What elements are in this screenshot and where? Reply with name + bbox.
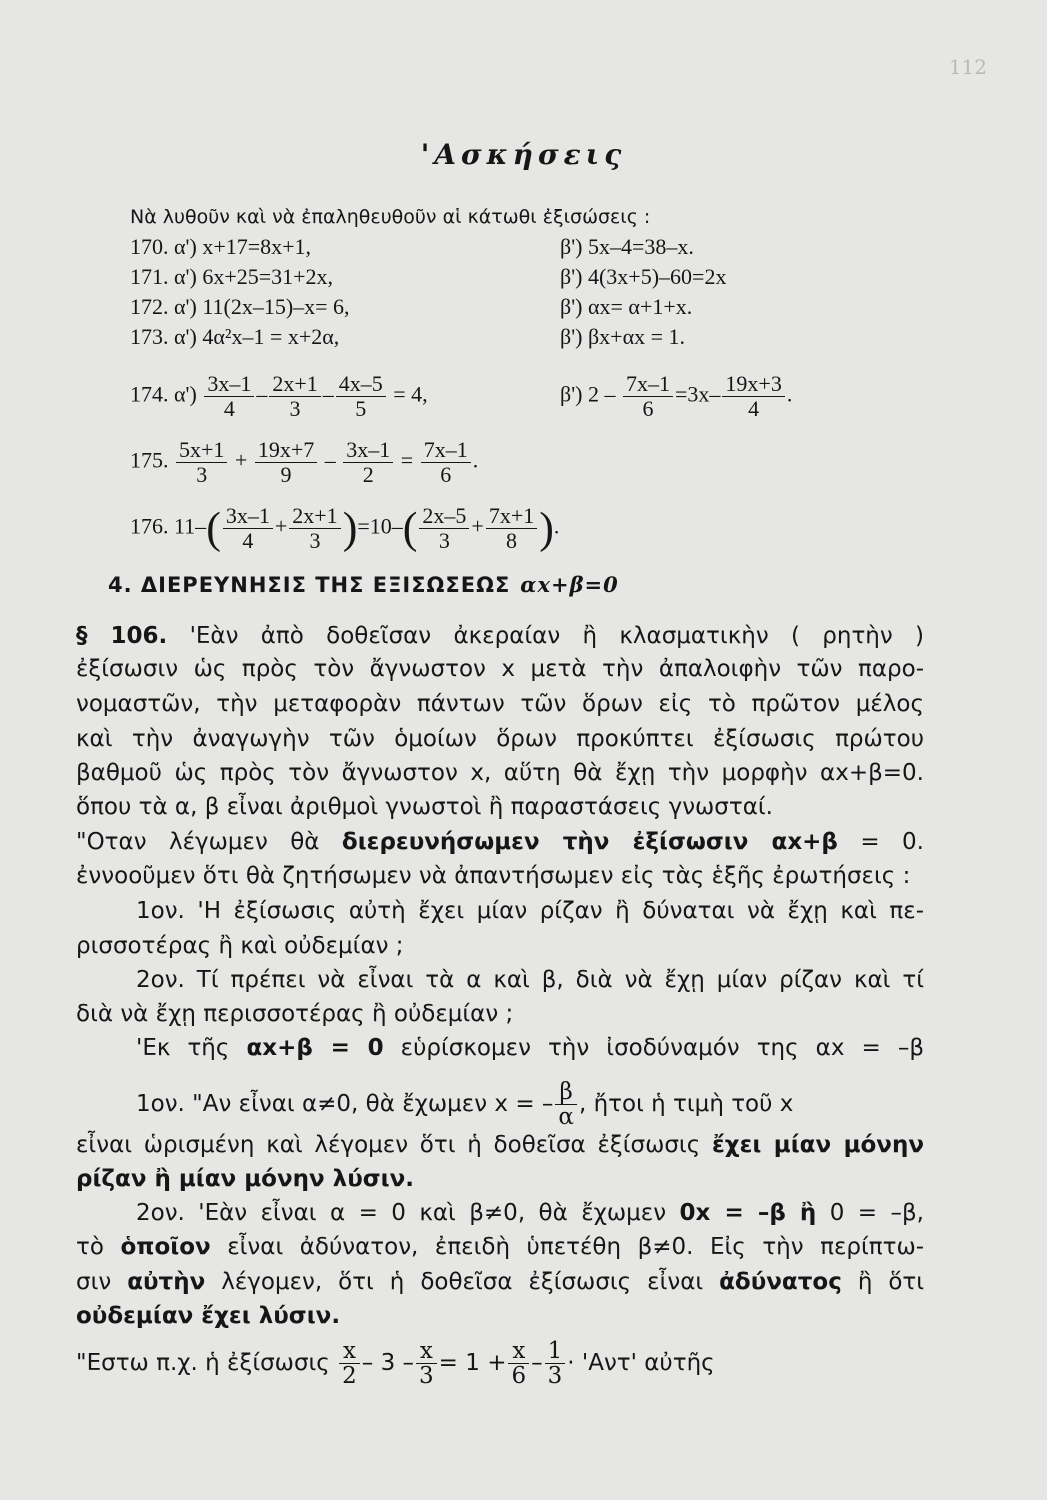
- exercise-part-b: β') αx= α+1+x.: [560, 294, 693, 319]
- right-parenthesis: ): [342, 503, 358, 553]
- bold-text: ὁποῖον: [120, 1234, 211, 1260]
- numerator: x: [508, 1339, 529, 1364]
- numerator: 5x+1: [176, 438, 227, 463]
- line-text: λέγομεν, ὅτι ἡ δοθεῖσα ἐξίσωσις εἶναι: [221, 1269, 704, 1295]
- denominator: 3: [438, 528, 450, 553]
- body-line-21: [76, 1338, 924, 1388]
- denominator: 4: [223, 396, 235, 421]
- bold-text: διερευνήσωμεν τὴν ἐξίσωσιν αx+β: [341, 829, 838, 855]
- denominator: 3: [289, 396, 301, 421]
- body-line-1: [76, 618, 924, 654]
- line-text: 2ον. 'Εὰν εἶναι α = 0 καὶ β≠0, θὰ ἔχωμεν: [136, 1200, 667, 1226]
- paragraph-number: § 106.: [76, 623, 168, 649]
- numerator: x: [416, 1339, 437, 1364]
- denominator: 8: [506, 528, 518, 553]
- body-line-4: καὶ τὴν ἀναγωγὴν τῶν ὁμοίων ὅρων προκύπτει ἐξίσωσις πρώτου: [76, 726, 924, 752]
- fraction: [419, 504, 469, 553]
- fraction: [269, 372, 320, 421]
- fraction: [223, 504, 273, 553]
- exercise-171: [130, 262, 727, 292]
- exercise-part-b: β') 5x–4=38–x.: [560, 234, 694, 259]
- equation-operator: –: [531, 1350, 543, 1376]
- equation-tail: .: [553, 513, 560, 539]
- fraction: [486, 504, 537, 553]
- line-text: · 'Αντ' αὐτῆς: [567, 1350, 715, 1376]
- bold-equation: 0x = –β ἢ: [679, 1200, 817, 1226]
- denominator: α: [558, 1104, 574, 1130]
- line-text: = 0.: [860, 829, 924, 855]
- fraction: [421, 438, 471, 487]
- numerator: 2x+1: [289, 504, 340, 529]
- line-text: 'Εκ τῆς: [136, 1035, 230, 1061]
- section-heading: [108, 572, 619, 597]
- denominator: 6: [511, 1363, 527, 1389]
- fraction: [176, 438, 227, 487]
- denominator: 2: [342, 1363, 357, 1389]
- line-text: "Οταν λέγωμεν θὰ: [76, 829, 320, 855]
- exercise-part-b: β') βx+αx = 1.: [560, 324, 686, 349]
- exercise-number: 174.: [130, 381, 169, 407]
- body-line-5: βαθμοῦ ὡς πρὸς τὸν ἄγνωστον x, αὕτη θὰ ἔχῃ τὴν μορφὴν αx+β=0.: [76, 760, 924, 786]
- body-line-15: [76, 1127, 924, 1163]
- numerator: 3x–1: [343, 438, 393, 463]
- body-line-18: [76, 1229, 924, 1265]
- equation-tail: = 4,: [393, 381, 428, 407]
- fraction: [339, 1339, 360, 1388]
- numerator: 2x–5: [419, 504, 469, 529]
- numerator: 1: [545, 1339, 566, 1364]
- denominator: 3: [547, 1363, 563, 1389]
- exercise-part-b-label: β') 2 –: [560, 381, 616, 407]
- line-text: 1ον. "Αν εἶναι α≠0, θὰ ἔχωμεν x = –: [136, 1091, 554, 1117]
- page-number: 112: [948, 55, 987, 79]
- body-line-10: ρισσοτέρας ἢ καὶ οὐδεμίαν ;: [76, 933, 404, 959]
- exercise-number: 176.: [130, 513, 169, 539]
- body-line-13: [136, 1030, 924, 1066]
- numerator: 3x–1: [223, 504, 273, 529]
- section-formula: αx+β=0: [520, 572, 619, 597]
- exercise-part-a: α') x+17=8x+1,: [174, 234, 312, 259]
- fraction: [722, 372, 784, 421]
- exercise-part-b: β') 4(3x+5)–60=2x: [560, 264, 727, 289]
- body-line-2: ἐξίσωσιν ὡς πρὸς τὸν ἄγνωστον x μετὰ τὴν ἀπαλοιφὴν τῶν παρο-: [76, 656, 924, 682]
- line-text: τὸ: [76, 1234, 104, 1260]
- numerator: 19x+7: [255, 438, 317, 463]
- fraction: [555, 1080, 577, 1129]
- exercise-part-b: [560, 372, 792, 421]
- body-line-7: [76, 824, 924, 860]
- numerator: β: [555, 1080, 577, 1105]
- numerator: 2x+1: [269, 372, 320, 397]
- denominator: 6: [440, 462, 452, 487]
- denominator: 3: [309, 528, 321, 553]
- body-line-11: 2ον. Τί πρέπει νὰ εἶναι τὰ α καὶ β, διὰ νὰ ἔχῃ μίαν ρίζαν καὶ τί: [136, 967, 924, 993]
- fraction: [545, 1339, 566, 1388]
- bold-text: ἔχει μίαν μόνην: [711, 1132, 925, 1158]
- bold-text: αὐτὴν: [127, 1269, 206, 1295]
- body-line-6: ὅπου τὰ α, β εἶναι ἀριθμοὶ γνωστοὶ ἢ παραστάσεις γνωσταί.: [76, 794, 773, 820]
- line-text: "Εστω π.χ. ἡ ἐξίσωσις: [76, 1350, 330, 1376]
- line-text: σιν: [76, 1269, 112, 1295]
- denominator: 3: [419, 1363, 434, 1389]
- body-line-9: 1ον. 'Η ἐξίσωσις αὐτὴ ἔχει μίαν ρίζαν ἢ δύναται νὰ ἔχῃ καὶ πε-: [136, 898, 924, 924]
- numerator: 19x+3: [722, 372, 784, 397]
- numerator: 7x+1: [486, 504, 537, 529]
- exercise-170: [130, 232, 694, 262]
- equation-operator: – 3 –: [361, 1350, 415, 1376]
- equation-middle: =3x–: [674, 381, 721, 407]
- fraction: [255, 438, 317, 487]
- exercise-number: 173.: [130, 324, 169, 349]
- equation-tail: .: [472, 447, 479, 473]
- line-text: εἶναι ἀδύνατον, ἐπειδὴ ὑπετέθη β≠0. Εἰς τὴν περίπτω-: [227, 1234, 925, 1260]
- exercise-part-a: α') 6x+25=31+2x,: [174, 264, 334, 289]
- denominator: 9: [280, 462, 292, 487]
- right-parenthesis: ): [539, 503, 554, 553]
- exercise-number: 175.: [130, 447, 169, 473]
- body-line-12: διὰ νὰ ἔχῃ περισσοτέρας ἢ οὐδεμίαν ;: [76, 1001, 514, 1027]
- fraction: [204, 372, 254, 421]
- denominator: 2: [362, 462, 374, 487]
- bold-equation: αx+β = 0: [246, 1035, 384, 1061]
- left-parenthesis: (: [206, 503, 221, 553]
- exercise-175: 175. $\frac{5x+1}{3}$ + $\frac{19x+7}{9}$ – $\frac{3x-1}{2}$ = $\frac{7x-1}{6}$ .: [130, 437, 479, 487]
- exercise-173: [130, 322, 686, 352]
- equation-lead: 11–: [174, 513, 207, 539]
- exercise-number: 171.: [130, 264, 169, 289]
- line-text: 0 = –β,: [829, 1200, 924, 1226]
- numerator: 3x–1: [204, 372, 254, 397]
- body-line-19: [76, 1264, 924, 1300]
- body-line-3: νομαστῶν, τὴν μεταφορὰν πάντων τῶν ὅρων εἰς τὸ πρῶτον μέλος: [76, 691, 924, 717]
- equation-operator: = 1 +: [438, 1350, 507, 1376]
- body-line-16: ρίζαν ἢ μίαν μόνην λύσιν.: [76, 1166, 415, 1192]
- exercise-part-a: α') 4α²x–1 = x+2α,: [174, 324, 340, 349]
- fraction: [416, 1339, 437, 1388]
- fraction: [336, 372, 386, 421]
- denominator: 4: [242, 528, 254, 553]
- bold-text: ἀδύνατος: [719, 1269, 842, 1295]
- equation-middle: =10–: [357, 513, 403, 539]
- denominator: 6: [642, 396, 654, 421]
- numerator: x: [339, 1339, 360, 1364]
- body-line-14: [136, 1079, 924, 1130]
- exercise-176: 176. 11–( $\frac{3x-1}{4}$ + $\frac{2x+1}{3}$ )=10–( $\frac{2x-5}{3}$ + $\frac{7x+1}{8}$ ).: [130, 503, 560, 553]
- line-text: εὑρίσκομεν τὴν ἰσοδύναμόν της αx = –β: [400, 1035, 925, 1061]
- numerator: 7x–1: [421, 438, 471, 463]
- numerator: 7x–1: [623, 372, 673, 397]
- exercises-title: 'Ασκήσεις: [420, 138, 627, 171]
- exercise-part-a-label: α'): [174, 381, 197, 407]
- line-text: εἶναι ὡρισμένη καὶ λέγομεν ὅτι ἡ δοθεῖσα ἐξίσωσις: [76, 1132, 701, 1158]
- fraction: [289, 504, 340, 553]
- fraction: [508, 1339, 529, 1388]
- body-line-20: οὐδεμίαν ἔχει λύσιν.: [76, 1303, 341, 1329]
- left-parenthesis: (: [402, 503, 418, 553]
- exercise-number: 170.: [130, 234, 169, 259]
- body-line-8: ἐννοοῦμεν ὅτι θὰ ζητήσωμεν νὰ ἀπαντήσωμεν εἰς τὰς ἑξῆς ἐρωτήσεις :: [76, 863, 911, 889]
- exercise-174: 174. α') $\frac{3x-1}{4}$ – $\frac{2x+1}{3}$ – $\frac{4x-5}{5}$ = 4, β') 2 – $\frac{7x-1}{6}$ =3x– $\frac{19x+3}{4}$ .: [130, 371, 793, 421]
- line-text: ἢ ὅτι: [857, 1269, 925, 1295]
- body-line-17: [136, 1195, 924, 1231]
- equation-tail: .: [786, 381, 793, 407]
- denominator: 5: [355, 396, 367, 421]
- fraction: [623, 372, 673, 421]
- exercise-172: [130, 292, 693, 322]
- line-text: , ἤτοι ἡ τιμὴ τοῦ x: [578, 1091, 794, 1117]
- numerator: 4x–5: [336, 372, 386, 397]
- exercise-part-a: α') 11(2x–15)–x= 6,: [174, 294, 350, 319]
- fraction: [343, 438, 393, 487]
- denominator: 4: [748, 396, 760, 421]
- exercise-number: 172.: [130, 294, 169, 319]
- line-text: 'Εὰν ἀπὸ δοθεῖσαν ἀκεραίαν ἢ κλασματικὴν ( ρητὴν ): [189, 623, 924, 649]
- section-title: 4. ΔΙΕΡΕΥΝΗΣΙΣ ΤΗΣ ΕΞΙΣΩΣΕΩΣ: [108, 573, 511, 597]
- denominator: 3: [196, 462, 208, 487]
- exercises-intro: Νὰ λυθοῦν καὶ νὰ ἐπαληθευθοῦν αἱ κάτωθι ἐξισώσεις :: [130, 206, 651, 228]
